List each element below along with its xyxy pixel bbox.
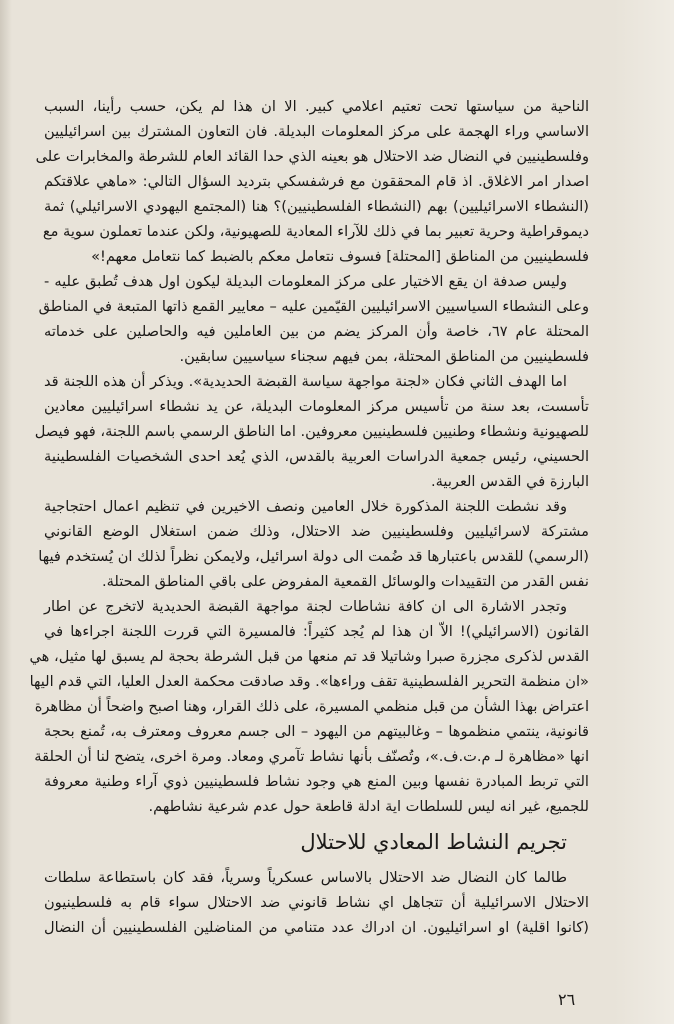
text-line: اما الهدف الثاني فكان «لجنة مواجهة سياسة القبضة الحديدية». ويذكر أن هذه اللجنة قد: [44, 373, 567, 390]
paragraph: [38, 269, 590, 369]
paragraph: [34, 369, 589, 494]
page-highlight: [614, 0, 674, 1024]
text-line: ديموقراطية وحرية تعبير بما في ذلك للآراء المعادية للصهيونية، ولكن عندما تعملون سوية مع: [42, 223, 589, 240]
text-line: وتجدر الاشارة الى ان كافة نشاطات لجنة مواجهة القبضة الحديدية لاتخرج عن اطار: [44, 598, 567, 615]
text-line: فلسطينيين من المناطق [المحتلة] فسوف نتعامل معكم بالضبط كما نتعامل معهم!»: [91, 248, 589, 265]
text-line: نفس القدر من التقييدات والوسائل القمعية المفروض على باقي المناطق المحتلة.: [101, 573, 589, 590]
page-body: [29, 94, 590, 940]
text-line: انها «مظاهرة لـ م.ت.ف.»، وتُصنّف بأنها نشاط تآمري ومعاد. ومرة اخرى، يتضح لنا أن الحلقة: [34, 748, 589, 765]
section-heading: تجريم النشاط المعادي للاحتلال: [300, 830, 567, 854]
paragraph: [29, 594, 589, 819]
text-line: تأسست، بعد سنة من تأسيس مركز المعلومات البديلة، عن يد نشطاء اسرائيليين معادين: [44, 398, 589, 415]
text-line: طالما كان النضال ضد الاحتلال بالاساس عسكرياً وسرياً، فقد كان باستطاعة سلطات: [44, 869, 567, 886]
text-line: الاحتلال الاسرائيلية أن تتجاهل اي نشاط قانوني ضد الاحتلال سواء قام به فلسطينيون: [44, 894, 589, 911]
text-line: (النشطاء الاسرائيليين) بهم (النشطاء الفلسطينيين)؟ هنا (المجتمع اليهودي الاسرائيلي) ثمة: [44, 198, 589, 215]
paragraph: [35, 94, 589, 269]
text-line: للصهيونية ونشطاء وطنيين فلسطينيين معروفين. اما الناطق الرسمي باسم اللجنة، فهو فيصل: [34, 423, 589, 440]
page-gutter-shadow: [0, 0, 12, 1024]
text-line: التي تربط المبادرة نفسها وبين المنع هي وجود نشاط فلسطينيين ذوي آراء وطنية معروفة: [44, 773, 589, 790]
text-line: اعتراض بهذا الشأن من قبل منظمي المسيرة، على ذلك القرار، وهنا اصبح واضحاً أن مظاهرة: [34, 698, 589, 715]
paragraph: [44, 865, 589, 940]
text-line: وليس صدفة ان يقع الاختيار على مركز المعلومات البديلة ليكون اول هدف تُطبق عليه -: [44, 273, 567, 290]
text-line: المحتلة عام ٦٧، خاصة وأن المركز يضم من بين العاملين فيه والحاصلين على خدماته: [44, 323, 590, 340]
text-line: وقد نشطت اللجنة المذكورة خلال العامين ونصف الاخيرين في تنظيم اعمال احتجاجية: [44, 498, 567, 515]
text-line: القدس لذكرى مجزرة صبرا وشاتيلا قد تم منعها من قبل الشرطة بحجة لم يسبق لها مثيل، هي: [29, 648, 589, 665]
text-line: البارزة في القدس العربية.: [430, 473, 589, 490]
text-line: مشتركة لاسرائيليين وفلسطينيين ضد الاحتلال، وذلك ضمن استغلال الوضع القانوني: [44, 523, 589, 540]
text-line: الاساسي وراء الهجمة على مركز المعلومات البديلة. فان التعاون المشترك بين اسرائيليين: [44, 123, 589, 140]
text-line: الناحية من سياستها تحت تعتيم اعلامي كبير. الا ان هذا لم يكن، حسب رأينا، السبب: [44, 98, 589, 115]
text-line: الحسيني، رئيس جمعية الدراسات العربية بالقدس، الذي يُعد احدى الشخصيات الفلسطينية: [44, 448, 589, 465]
text-line: وعلى النشطاء السياسيين الاسرائيليين القيّمين عليه – معايير القمع ذاتها المتبعة في المناطق: [38, 298, 589, 315]
text-line: القانون (الاسرائيلي)! الاّ ان هذا لم يُجد كثيراً: فالمسيرة التي قررت اللجنة اجراءها في: [44, 623, 589, 640]
text-line: «ان منظمة التحرير الفلسطينية تقف وراءها». وقد صادقت محكمة العدل العليا، التي قدم اليها: [29, 673, 589, 690]
text-line: وفلسطينيين في النضال ضد الاحتلال هو بعينه الذي حدا القائد العام للشرطة والمخابرات على: [35, 148, 589, 165]
text-line: اصدار امر الاغلاق. اذ قام المحققون مع فرشفسكي بترديد السؤال التالي: «ماهي علاقتكم: [44, 173, 589, 190]
text-line: فلسطينيين من المناطق المحتلة، بمن فيهم سجناء سياسيين سابقين.: [179, 348, 589, 365]
text-line: (الرسمي) للقدس باعتبارها قد ضُمت الى دولة اسرائيل، ولايمكن نظراً لذلك ان يُستخدم فيها: [38, 548, 589, 565]
text-line: قانونية، ينتمي منظموها – وغالبيتهم من اليهود – الى جسم معروف ومعترف به، تُمنع بحجة: [44, 723, 589, 740]
page-number: ٢٦: [558, 990, 576, 1009]
text-line: (كانوا اقلية) او اسرائيليون. ان ادراك عدد متنامي من المناضلين الفلسطينيين أن النضال: [44, 919, 589, 936]
text-line: للجميع، غير انه ليس للسلطات اية ادلة قاطعة حول عدم شرعية نشاطهم.: [148, 798, 589, 815]
paragraph: [38, 494, 589, 594]
